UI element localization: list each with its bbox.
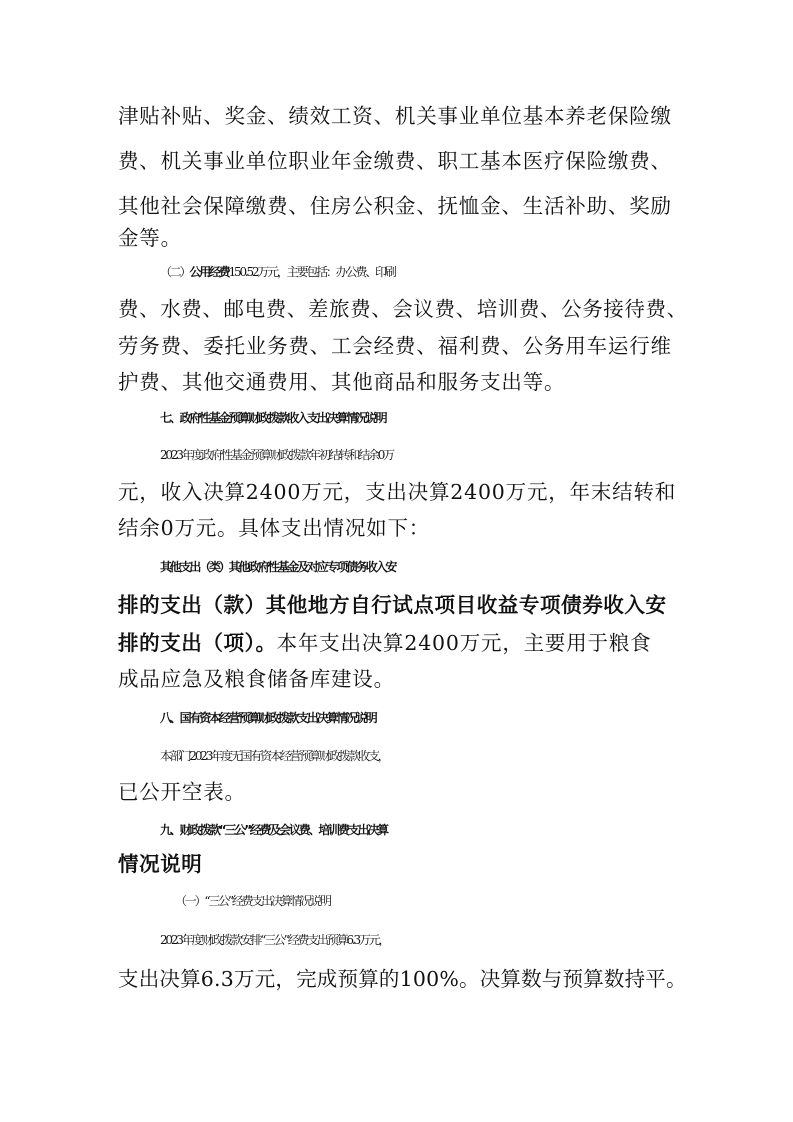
subsection-public-expenses xyxy=(160,260,730,284)
paragraph-line: 2023年度财政拨款安排“三公”经费支出预算6.3万元， xyxy=(160,933,389,947)
section-heading-7: 七、政府性基金预算财政拨款收入支出决算情况说明 xyxy=(160,411,386,425)
paragraph-line: 金等。 xyxy=(118,226,182,250)
paragraph-line: 结余0万元。具体支出情况如下： xyxy=(118,516,431,540)
section-heading-9: 九、财政拨款“三公”经费及会议费、培训费支出决算 xyxy=(160,823,387,837)
paragraph-line: 支出决算6.3万元，完成预算的100%。决算数与预算数持平。 xyxy=(118,967,687,991)
paragraph-line: 成品应急及粮食储备库建设。 xyxy=(118,667,395,691)
plain-text: 本年支出决算2400万元，主要用于粮食 xyxy=(276,631,652,655)
bold-paragraph-line: 其他支出（类）其他政府性基金及对应专项债务收入安 xyxy=(160,560,396,574)
paragraph-line: 其他社会保障缴费、住房公积金、抚恤金、生活补助、奖励 xyxy=(118,194,672,218)
paragraph-line: 津贴补贴、奖金、绩效工资、机关事业单位基本养老保险缴 xyxy=(118,104,672,128)
bold-paragraph-line: 排的支出（款）其他地方自行试点项目收益专项债券收入安 xyxy=(118,593,667,617)
paragraph-line: 护费、其他交通费用、其他商品和服务支出等。 xyxy=(118,370,566,394)
subsection-term: 公用经费 xyxy=(189,265,229,279)
paragraph-line: 已公开空表。 xyxy=(118,780,246,804)
paragraph-line: 本部门2023年度无国有资本经营预算财政拨款收支， xyxy=(160,749,388,763)
mixed-paragraph-line xyxy=(118,631,688,655)
paragraph-line: 元，收入决算2400万元，支出决算2400万元，年末结转和 xyxy=(118,480,677,504)
subsection-text: 150.52万元，主要包括：办公费、印刷 xyxy=(228,265,395,279)
paragraph-line: 费、机关事业单位职业年金缴费、职工基本医疗保险缴费、 xyxy=(118,149,672,173)
subsection-number: （二） xyxy=(160,265,190,279)
section-heading-9-cont: 情况说明 xyxy=(118,852,203,876)
paragraph-line: 费、水费、邮电费、差旅费、会议费、培训费、公务接待费、 xyxy=(118,297,688,321)
paragraph-line: 2023年度政府性基金预算财政拨款年初结转和结余0万 xyxy=(160,448,393,462)
section-heading-8: 八、国有资本经营预算财政拨款支出决算情况说明 xyxy=(160,711,376,725)
paragraph-line: 劳务费、委托业务费、工会经费、福利费、公务用车运行维 xyxy=(118,334,672,358)
bold-text: 排的支出（项）。 xyxy=(118,631,277,655)
subsection-heading: （一）“三公”经费支出决算情况说明 xyxy=(175,894,330,908)
